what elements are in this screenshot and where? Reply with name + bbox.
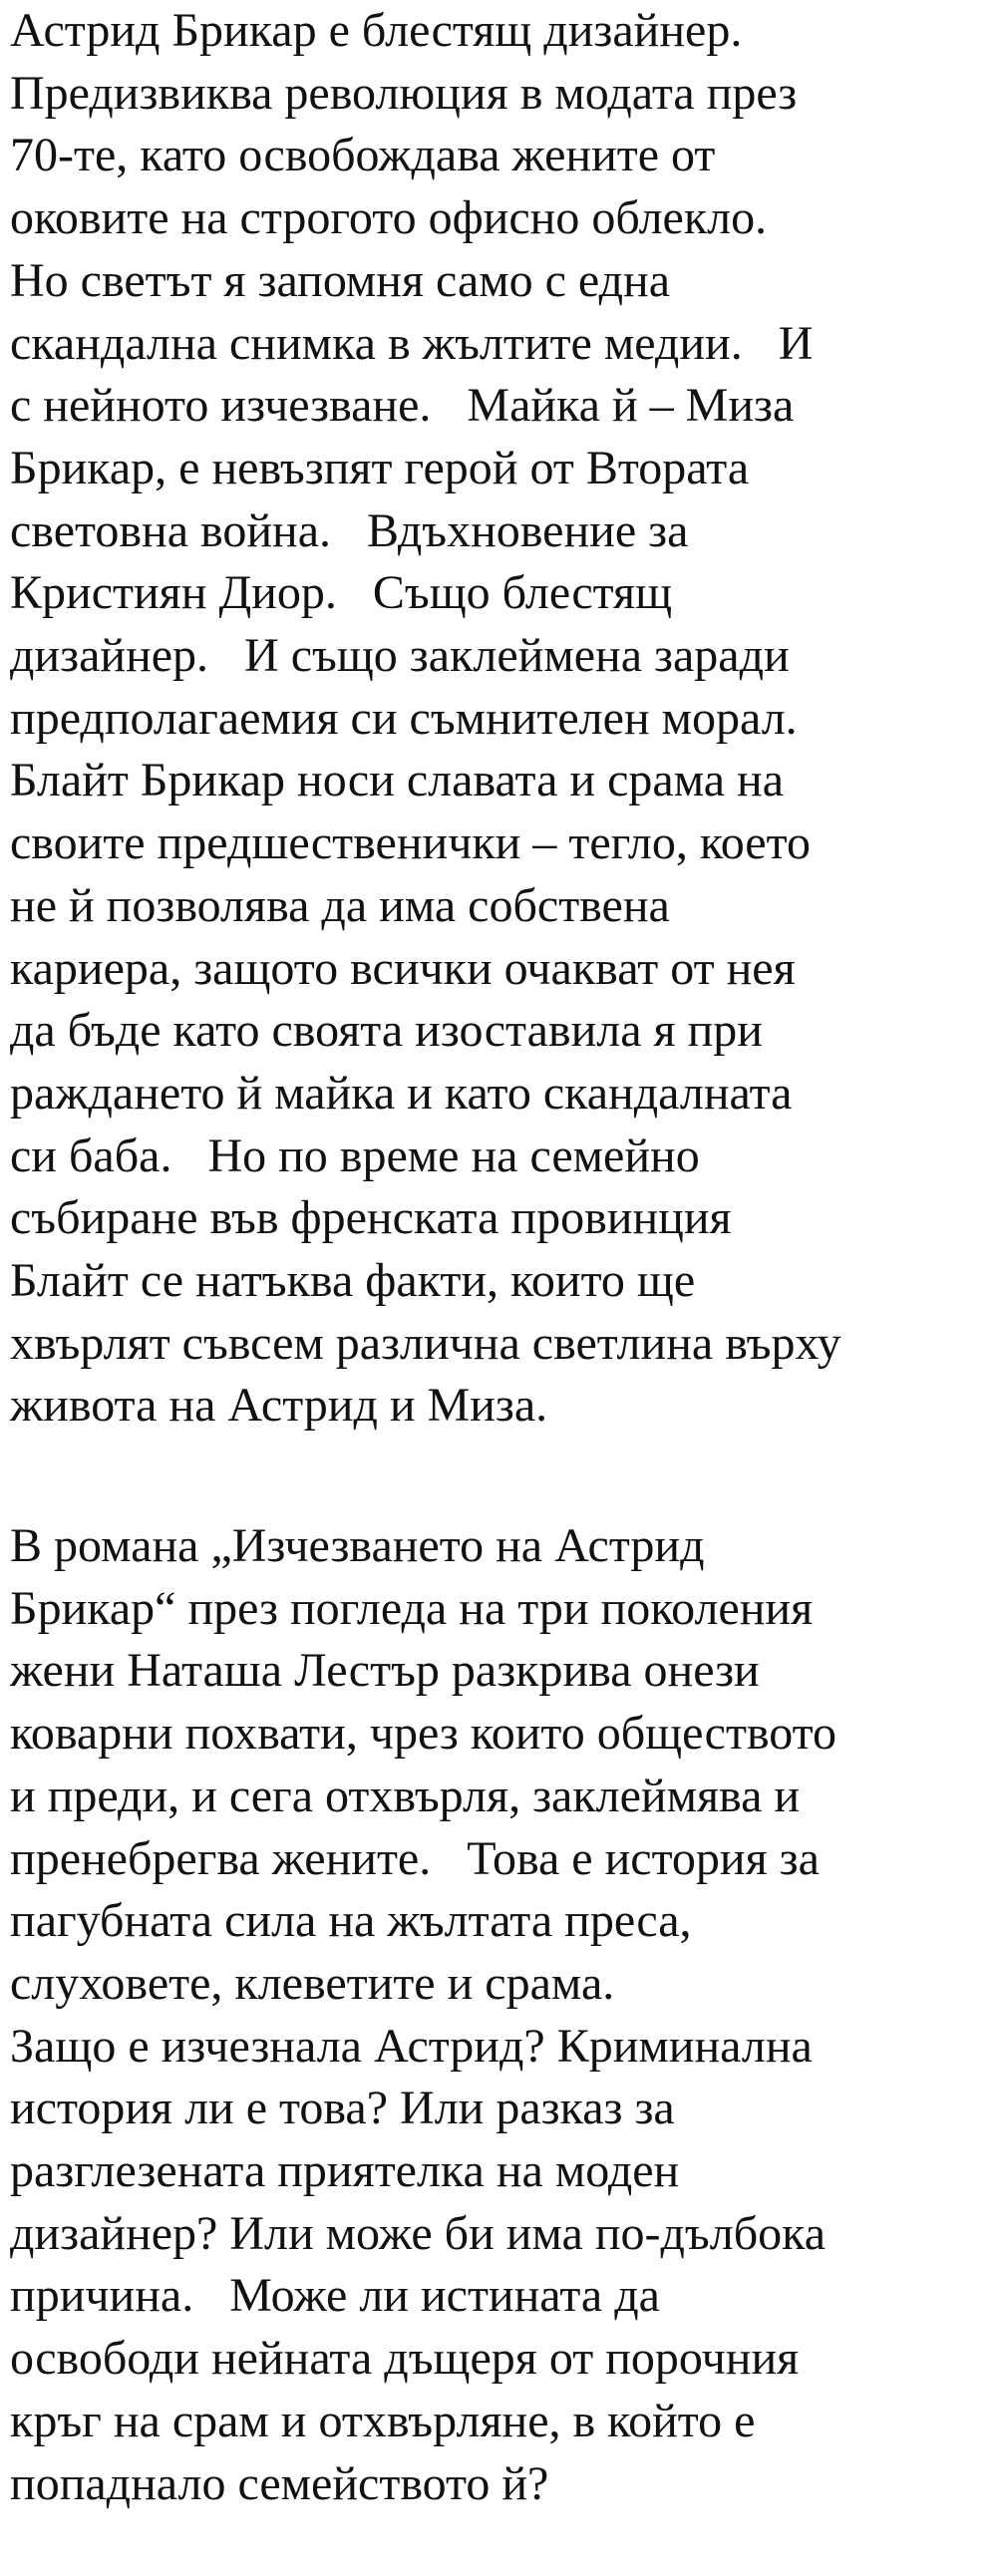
text-line: да бъде като своята изоставила я при	[10, 1004, 763, 1058]
text-line: пагубната сила на жълтата преса,	[10, 1894, 692, 1948]
text-line: живота на Астрид и Миза.	[10, 1379, 548, 1433]
text-line: слуховете, клеветите и срама.	[10, 1956, 615, 2010]
text-line: Защо е изчезнала Астрид? Криминална	[10, 2019, 813, 2073]
text-line: Брикар, е невъзпят герой от Втората	[10, 441, 750, 494]
text-line: причина. Може ли истината да	[10, 2269, 660, 2323]
text-line: освободи нейната дъщеря от порочния	[10, 2332, 800, 2386]
text-line: своите предшественички – тегло, което	[10, 816, 811, 870]
text-line: Предизвиква революция в модата през	[10, 66, 798, 120]
text-line: скандална снимка в жълтите медии. И	[10, 316, 814, 370]
text-line: раждането й майка и като скандалната	[10, 1066, 793, 1120]
text-line: попаднало семейството й?	[10, 2456, 549, 2510]
text-line: оковите на строгото офисно облекло.	[10, 191, 768, 245]
paragraph-2	[10, 1515, 995, 2515]
text-line: 70-те, като освобождава жените от	[10, 129, 716, 182]
text-line: световна война. Вдъхновение за	[10, 503, 689, 557]
text-line: не й позволява да има собствена	[10, 878, 670, 932]
text-line: събиране във френската провинция	[10, 1191, 732, 1245]
text-line: жени Наташа Лестър разкрива онези	[10, 1644, 760, 1698]
text-line: дизайнер. И също заклеймена заради	[10, 629, 790, 683]
text-line: разглезената приятелка на моден	[10, 2144, 680, 2198]
text-line: и преди, и сега отхвърля, заклеймява и	[10, 1769, 801, 1822]
text-line: Астрид Брикар е блестящ дизайнер.	[10, 4, 743, 57]
text-line: пренебрегва жените. Това е история за	[10, 1831, 820, 1885]
text-line: предполагаемия си съмнителен морал.	[10, 691, 798, 745]
text-line: Но светът я запомня само с една	[10, 253, 671, 307]
text-line: Брикар“ през погледа на три поколения	[10, 1581, 814, 1635]
paragraph-1	[10, 0, 995, 1438]
text-line: с нейното изчезване. Майка й – Миза	[10, 379, 795, 433]
text-line: В романа „Изчезването на Астрид	[10, 1519, 705, 1572]
text-line: коварни похвати, чрез които обществото	[10, 1707, 836, 1761]
text-line: Блайт се натъква факти, които ще	[10, 1254, 696, 1308]
text-line: Блайт Брикар носи славата и срама на	[10, 754, 785, 807]
text-line: дизайнер? Или може би има по-дълбока	[10, 2206, 827, 2260]
text-line: кариера, защото всички очакват от нея	[10, 941, 796, 995]
text-line: хвърлят съвсем различна светлина върху	[10, 1316, 841, 1370]
text-line: история ли е това? Или разказ за	[10, 2082, 675, 2135]
text-line: кръг на срам и отхвърляне, в който е	[10, 2394, 756, 2447]
text-line: си баба. Но по време на семейно	[10, 1128, 700, 1182]
text-line: Кристиян Диор. Също блестящ	[10, 566, 673, 620]
